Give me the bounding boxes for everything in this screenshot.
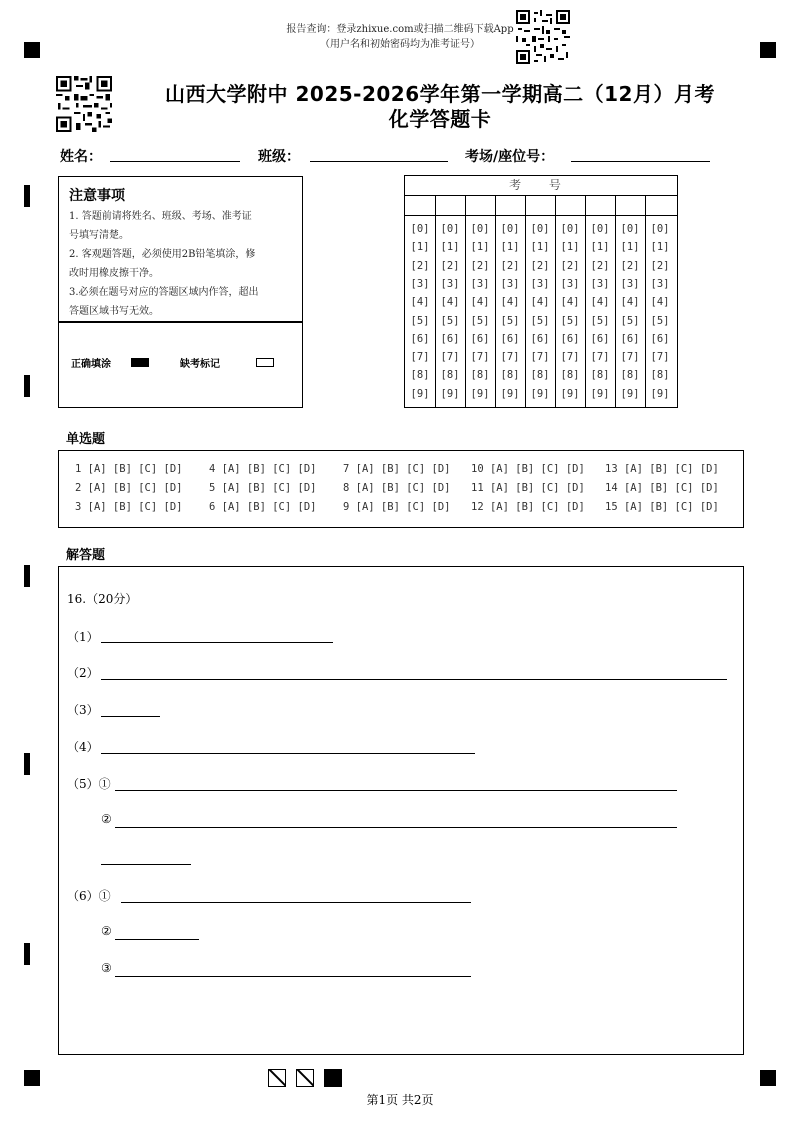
digit-bubble[interactable]: [5]	[530, 314, 550, 327]
digit-bubble[interactable]: [0]	[590, 223, 610, 235]
digit-bubble[interactable]: [1]	[560, 241, 580, 254]
digit-bubble[interactable]: [7]	[410, 351, 430, 364]
page-mark-icon	[296, 1069, 314, 1087]
notice-line: 3.必须在题号对应的答题区域内作答，超出	[69, 287, 259, 298]
digit-bubble[interactable]: [9]	[500, 387, 520, 400]
digit-bubble[interactable]: [1]	[470, 241, 490, 254]
digit-bubble[interactable]: [2]	[560, 259, 580, 272]
choice-item[interactable]: 11 [A] [B] [C] [D]	[471, 482, 585, 494]
digit-bubble[interactable]: [9]	[470, 387, 490, 400]
correct-fill-label: 正确填涂	[71, 359, 111, 370]
digit-bubble[interactable]: [7]	[560, 351, 580, 364]
digit-bubble[interactable]: [3]	[440, 277, 460, 290]
digit-bubble[interactable]: [2]	[530, 259, 550, 272]
choice-item[interactable]: 10 [A] [B] [C] [D]	[471, 463, 585, 475]
answer-line[interactable]	[115, 827, 677, 828]
answer-line[interactable]	[101, 679, 727, 680]
digit-bubble[interactable]: [4]	[470, 296, 490, 309]
timing-bar	[24, 375, 30, 397]
digit-bubble[interactable]: [9]	[410, 387, 430, 400]
digit-bubble[interactable]: [5]	[560, 314, 580, 327]
answer-line[interactable]	[101, 716, 160, 717]
digit-bubble[interactable]: [8]	[530, 369, 550, 382]
absent-mark-checkbox[interactable]	[256, 358, 274, 367]
part-label: （3）	[67, 703, 99, 717]
digit-bubble[interactable]: [2]	[410, 259, 430, 272]
digit-bubble[interactable]: [2]	[650, 259, 670, 272]
digit-bubble[interactable]: [7]	[440, 351, 460, 364]
exam-number-write-row[interactable]	[405, 196, 677, 216]
choice-item[interactable]: 4 [A] [B] [C] [D]	[209, 463, 317, 475]
exam-number-grid	[404, 175, 678, 408]
answer-line[interactable]	[101, 642, 333, 643]
digit-bubble[interactable]: [3]	[560, 277, 580, 290]
digit-bubble[interactable]: [5]	[590, 314, 610, 327]
digit-bubble[interactable]: [8]	[650, 369, 670, 382]
qr-code-icon	[516, 10, 570, 64]
digit-bubble[interactable]: [4]	[560, 296, 580, 309]
digit-bubble[interactable]: [0]	[560, 223, 580, 235]
digit-bubble[interactable]: [7]	[650, 351, 670, 364]
room-seat-field[interactable]	[571, 161, 710, 162]
digit-bubble[interactable]: [8]	[440, 369, 460, 382]
digit-bubble[interactable]: [2]	[440, 259, 460, 272]
digit-bubble[interactable]: [6]	[410, 332, 430, 345]
digit-bubble[interactable]: [7]	[500, 351, 520, 364]
divider	[59, 321, 302, 323]
digit-bubble[interactable]: [6]	[620, 332, 640, 345]
digit-bubble[interactable]: [4]	[620, 296, 640, 309]
digit-bubble[interactable]: [7]	[470, 351, 490, 364]
digit-bubble[interactable]: [4]	[500, 296, 520, 309]
digit-bubble[interactable]: [1]	[530, 241, 550, 254]
digit-bubble[interactable]: [1]	[410, 241, 430, 254]
answer-section-label: 解答题	[66, 548, 106, 563]
digit-bubble[interactable]: [2]	[470, 259, 490, 272]
choice-item[interactable]: 9 [A] [B] [C] [D]	[343, 501, 451, 513]
digit-bubble[interactable]: [8]	[620, 369, 640, 382]
digit-bubble[interactable]: [9]	[440, 387, 460, 400]
digit-bubble[interactable]: [5]	[410, 314, 430, 327]
part-label: （1）	[67, 630, 99, 644]
digit-bubble[interactable]: [4]	[590, 296, 610, 309]
digit-bubble[interactable]: [6]	[470, 332, 490, 345]
page-title: 山西大学附中 2025-2026学年第一学期高二（12月）月考	[165, 82, 715, 106]
registration-mark-bottom-left	[24, 1070, 40, 1086]
notice-line: 答题区域书写无效。	[69, 306, 159, 317]
digit-bubble[interactable]: [6]	[500, 332, 520, 345]
digit-bubble[interactable]: [1]	[650, 241, 670, 254]
digit-bubble[interactable]: [0]	[440, 223, 460, 235]
absent-mark-label: 缺考标记	[180, 359, 220, 370]
digit-bubble[interactable]: [6]	[650, 332, 670, 345]
digit-bubble[interactable]: [4]	[440, 296, 460, 309]
registration-mark-bottom-right	[760, 1070, 776, 1086]
digit-bubble[interactable]: [2]	[500, 259, 520, 272]
choice-item[interactable]: 5 [A] [B] [C] [D]	[209, 482, 317, 494]
digit-bubble[interactable]: [8]	[560, 369, 580, 382]
choice-item[interactable]: 8 [A] [B] [C] [D]	[343, 482, 451, 494]
name-field[interactable]	[110, 161, 240, 162]
answer-box	[58, 566, 744, 1055]
notice-title: 注意事项	[69, 188, 125, 204]
report-instruction-note: （用户名和初始密码均为准考证号）	[320, 39, 480, 50]
digit-bubble[interactable]: [1]	[620, 241, 640, 254]
digit-bubble[interactable]: [9]	[560, 387, 580, 400]
timing-bar	[24, 753, 30, 775]
notice-line: 2. 客观题答题，必须使用2B铅笔填涂，修	[69, 249, 256, 260]
digit-bubble[interactable]: [2]	[620, 259, 640, 272]
choice-item[interactable]: 2 [A] [B] [C] [D]	[75, 482, 183, 494]
class-field[interactable]	[310, 161, 448, 162]
digit-bubble[interactable]: [5]	[650, 314, 670, 327]
answer-line[interactable]	[101, 753, 475, 754]
choice-item[interactable]: 13 [A] [B] [C] [D]	[605, 463, 719, 475]
digit-bubble[interactable]: [8]	[500, 369, 520, 382]
choice-item[interactable]: 3 [A] [B] [C] [D]	[75, 501, 183, 513]
answer-line[interactable]	[115, 939, 199, 940]
digit-bubble[interactable]: [0]	[500, 223, 520, 235]
question-number: 16.（20分）	[67, 592, 138, 606]
student-info-row	[60, 146, 720, 166]
room-seat-label: 考场/座位号：	[465, 149, 555, 165]
page-subtitle: 化学答题卡	[388, 107, 492, 131]
choice-item[interactable]: 15 [A] [B] [C] [D]	[605, 501, 719, 513]
digit-bubble[interactable]: [5]	[440, 314, 460, 327]
exam-number-label: 考 号	[405, 176, 677, 196]
part-label: （5）①	[67, 777, 111, 791]
timing-bar	[24, 185, 30, 207]
digit-bubble[interactable]: [3]	[650, 277, 670, 290]
part-label: ②	[101, 812, 112, 826]
part-label: （4）	[67, 740, 99, 754]
single-choice-box	[58, 450, 744, 528]
qr-code-icon	[56, 76, 112, 132]
digit-bubble[interactable]: [8]	[410, 369, 430, 382]
digit-bubble[interactable]: [0]	[620, 223, 640, 235]
notice-box	[58, 176, 303, 408]
digit-bubble[interactable]: [8]	[590, 369, 610, 382]
digit-bubble[interactable]: [3]	[500, 277, 520, 290]
digit-bubble[interactable]: [0]	[470, 223, 490, 235]
digit-bubble[interactable]: [1]	[590, 241, 610, 254]
digit-bubble[interactable]: [6]	[440, 332, 460, 345]
digit-bubble[interactable]: [8]	[470, 369, 490, 382]
timing-bar	[24, 943, 30, 965]
digit-bubble[interactable]: [0]	[650, 223, 670, 235]
part-label: （6）①	[67, 889, 111, 903]
digit-bubble[interactable]: [5]	[620, 314, 640, 327]
digit-bubble[interactable]: [5]	[470, 314, 490, 327]
digit-bubble[interactable]: [7]	[530, 351, 550, 364]
notice-line: 改时用橡皮擦干净。	[69, 268, 159, 279]
answer-line[interactable]	[115, 790, 677, 791]
digit-bubble[interactable]: [3]	[410, 277, 430, 290]
name-label: 姓名：	[60, 149, 102, 165]
digit-bubble[interactable]: [1]	[440, 241, 460, 254]
page-mark-icon	[268, 1069, 286, 1087]
digit-bubble[interactable]: [1]	[500, 241, 520, 254]
answer-line[interactable]	[121, 902, 471, 903]
part-label: ③	[101, 961, 112, 975]
digit-bubble[interactable]: [4]	[650, 296, 670, 309]
class-label: 班级：	[258, 149, 300, 165]
correct-fill-sample	[131, 358, 149, 367]
digit-bubble[interactable]: [6]	[560, 332, 580, 345]
page-mark-filled	[324, 1069, 342, 1087]
choice-item[interactable]: 12 [A] [B] [C] [D]	[471, 501, 585, 513]
digit-bubble[interactable]: [7]	[620, 351, 640, 364]
page-number: 第1页 共2页	[366, 1093, 434, 1107]
digit-bubble[interactable]: [9]	[530, 387, 550, 400]
digit-bubble[interactable]: [0]	[530, 223, 550, 235]
part-label: ②	[101, 924, 112, 938]
choice-item[interactable]: 1 [A] [B] [C] [D]	[75, 463, 183, 475]
choice-item[interactable]: 7 [A] [B] [C] [D]	[343, 463, 451, 475]
timing-bar	[24, 565, 30, 587]
digit-bubble[interactable]: [7]	[590, 351, 610, 364]
digit-bubble[interactable]: [6]	[530, 332, 550, 345]
digit-bubble[interactable]: [9]	[620, 387, 640, 400]
digit-bubble[interactable]: [6]	[590, 332, 610, 345]
choice-item[interactable]: 14 [A] [B] [C] [D]	[605, 482, 719, 494]
digit-bubble[interactable]: [3]	[620, 277, 640, 290]
digit-bubble[interactable]: [0]	[410, 223, 430, 235]
answer-line[interactable]	[115, 976, 471, 977]
digit-bubble[interactable]: [2]	[590, 259, 610, 272]
answer-line[interactable]	[101, 864, 191, 865]
digit-bubble[interactable]: [9]	[590, 387, 610, 400]
digit-bubble[interactable]: [4]	[530, 296, 550, 309]
digit-bubble[interactable]: [3]	[470, 277, 490, 290]
notice-line: 1. 答题前请将姓名、班级、考场、准考证	[69, 211, 252, 222]
notice-line: 号填写清楚。	[69, 230, 129, 241]
single-choice-label: 单选题	[66, 432, 106, 447]
digit-bubble[interactable]: [3]	[530, 277, 550, 290]
part-label: （2）	[67, 666, 99, 680]
digit-bubble[interactable]: [5]	[500, 314, 520, 327]
digit-bubble[interactable]: [9]	[650, 387, 670, 400]
digit-bubble[interactable]: [3]	[590, 277, 610, 290]
digit-bubble[interactable]: [4]	[410, 296, 430, 309]
choice-item[interactable]: 6 [A] [B] [C] [D]	[209, 501, 317, 513]
report-instruction: 报告查询：登录zhixue.com或扫描二维码下载App	[286, 24, 514, 35]
